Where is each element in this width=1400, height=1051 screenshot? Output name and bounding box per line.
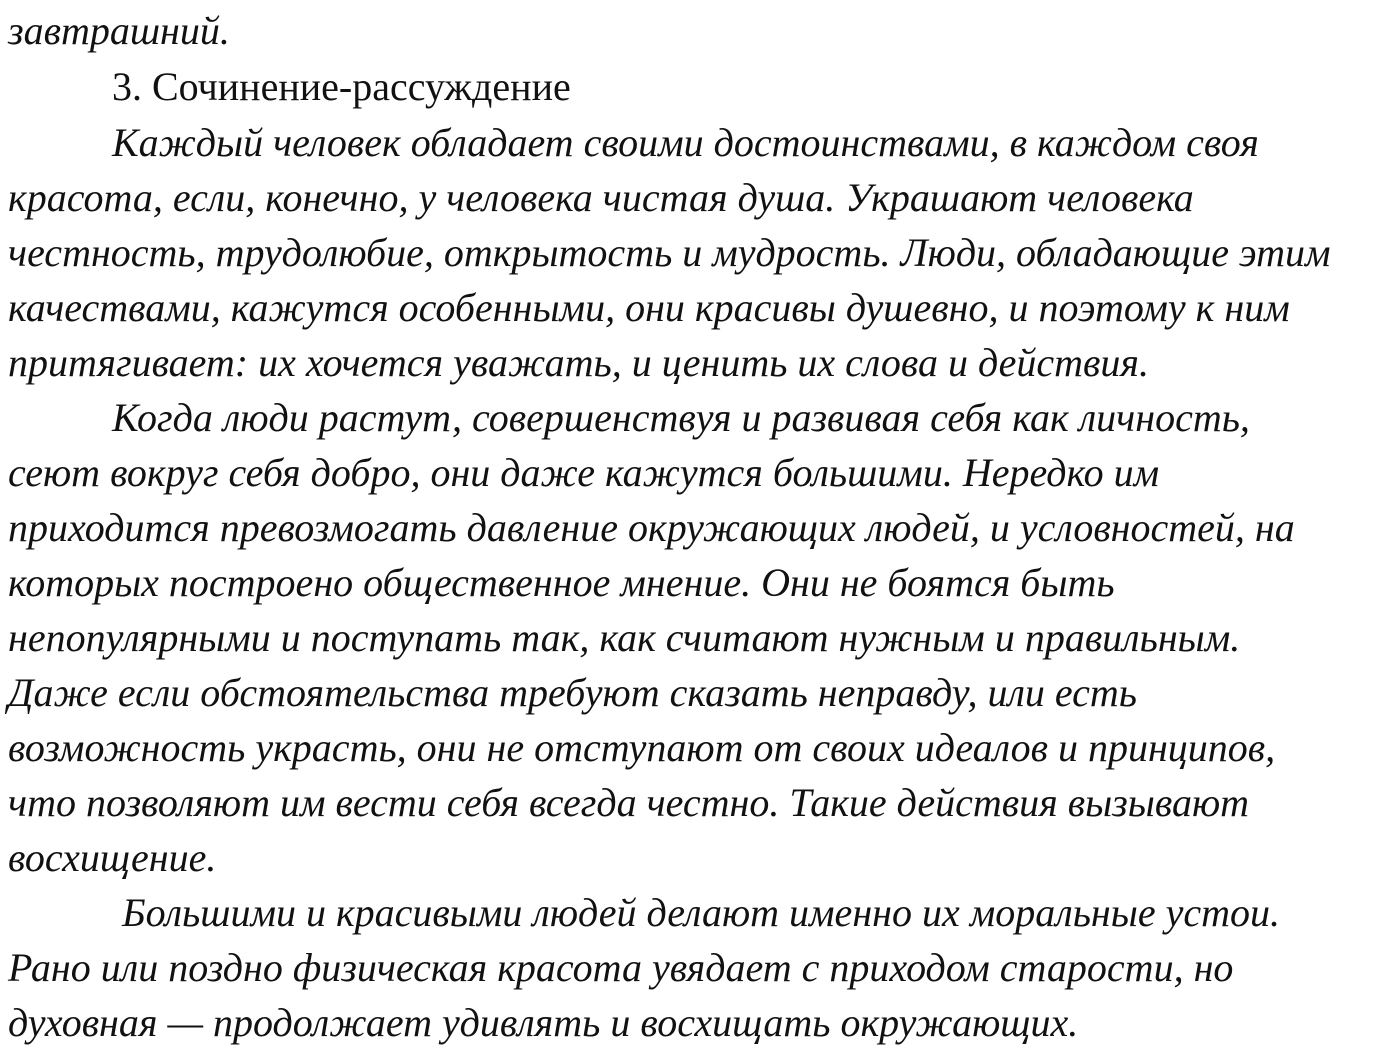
text-line: Рано или поздно физическая красота увядает с приходом старости, но: [8, 945, 1234, 990]
text-line: красота, если, конечно, у человека чистая душа. Украшают человека: [8, 175, 1194, 220]
text-line: Даже если обстоятельства требуют сказать неправду, или есть: [8, 670, 1137, 715]
text-line: качествами, кажутся особенными, они красивы душевно, и поэтому к ним: [8, 285, 1290, 330]
text-line: завтрашний.: [8, 8, 230, 53]
text-line: восхищение.: [8, 835, 217, 880]
text-line: возможность украсть, они не отступают от своих идеалов и принципов,: [8, 725, 1276, 770]
section-heading: 3. Сочинение-рассуждение: [112, 64, 571, 109]
text-line: Каждый человек обладает своими достоинствами, в каждом своя: [112, 120, 1259, 165]
text-line: честность, трудолюбие, открытость и мудрость. Люди, обладающие этим: [8, 230, 1331, 275]
text-line: которых построено общественное мнение. Они не боятся быть: [8, 560, 1115, 605]
text-line: Большими и красивыми людей делают именно их моральные устои.: [122, 890, 1281, 935]
text-line: сеют вокруг себя добро, они даже кажутся большими. Нередко им: [8, 450, 1160, 495]
text-line: непопулярными и поступать так, как считают нужным и правильным.: [8, 615, 1241, 660]
text-line: Когда люди растут, совершенствуя и развивая себя как личность,: [112, 395, 1250, 440]
text-line: духовная — продолжает удивлять и восхищать окружающих.: [8, 1000, 1079, 1045]
text-line: притягивает: их хочется уважать, и ценить их слова и действия.: [8, 340, 1150, 385]
text-line: что позволяют им вести себя всегда честно. Такие действия вызывают: [8, 780, 1250, 825]
text-line: приходится превозмогать давление окружающих людей, и условностей, на: [8, 505, 1295, 550]
